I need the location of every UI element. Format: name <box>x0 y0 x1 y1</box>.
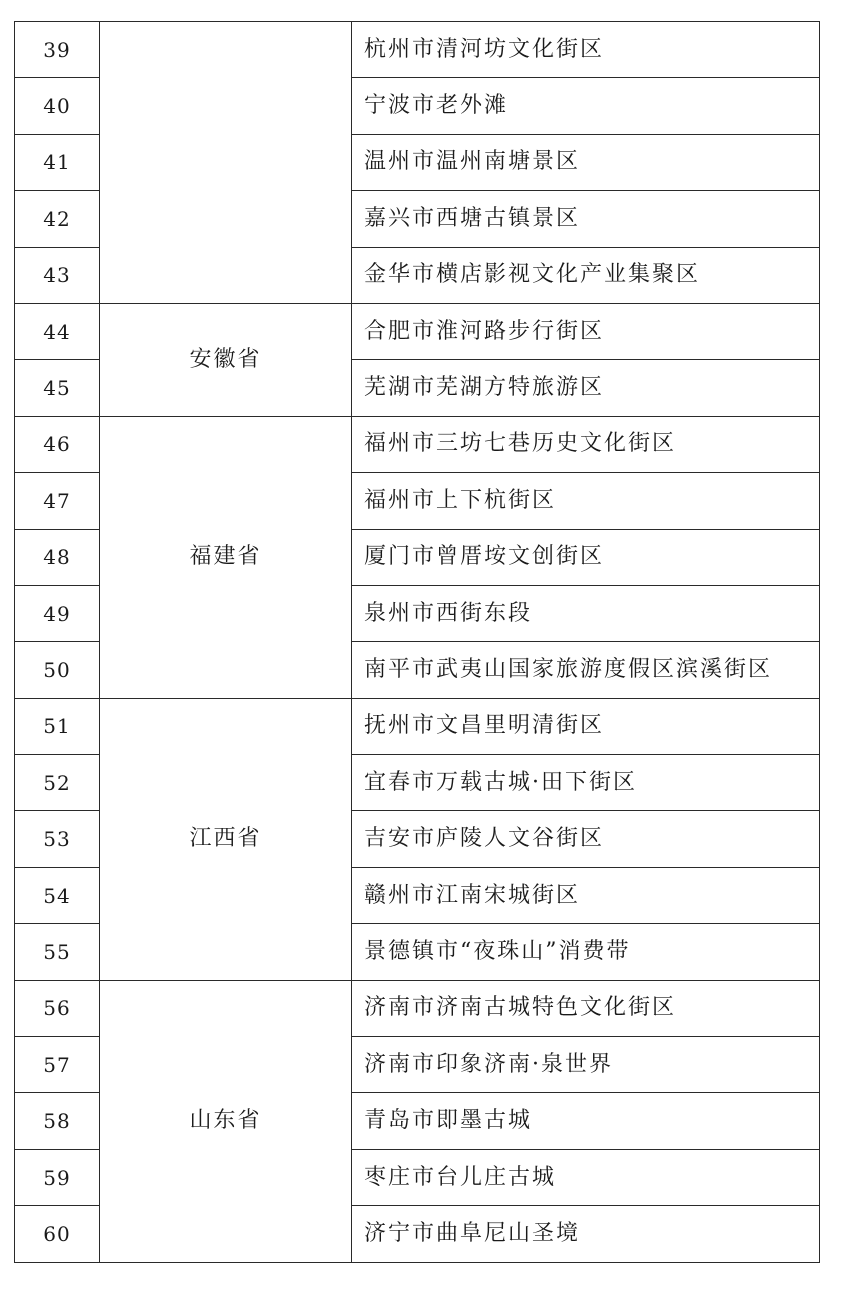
row-number-cell: 58 <box>15 1093 100 1149</box>
table-row <box>15 416 820 472</box>
district-name-cell: 合肥市淮河路步行街区 <box>352 303 820 359</box>
district-name-cell: 济南市印象济南·泉世界 <box>352 1037 820 1093</box>
row-number-cell: 39 <box>15 22 100 78</box>
district-name-cell: 枣庄市台儿庄古城 <box>352 1149 820 1205</box>
row-number-cell: 54 <box>15 867 100 923</box>
district-name-cell: 嘉兴市西塘古镇景区 <box>352 191 820 247</box>
table-row <box>15 980 820 1036</box>
table-body <box>15 22 820 1263</box>
row-number-cell: 45 <box>15 360 100 416</box>
district-name-cell: 温州市温州南塘景区 <box>352 134 820 190</box>
district-name-cell: 福州市三坊七巷历史文化街区 <box>352 416 820 472</box>
province-cell <box>100 22 352 304</box>
district-name-cell: 青岛市即墨古城 <box>352 1093 820 1149</box>
district-name-cell: 景德镇市“夜珠山”消费带 <box>352 924 820 980</box>
province-cell: 江西省 <box>100 698 352 980</box>
district-list-table <box>14 21 820 1263</box>
row-number-cell: 44 <box>15 303 100 359</box>
row-number-cell: 56 <box>15 980 100 1036</box>
row-number-cell: 43 <box>15 247 100 303</box>
row-number-cell: 42 <box>15 191 100 247</box>
district-name-cell: 杭州市清河坊文化街区 <box>352 22 820 78</box>
row-number-cell: 40 <box>15 78 100 134</box>
table-row <box>15 698 820 754</box>
district-name-cell: 芜湖市芜湖方特旅游区 <box>352 360 820 416</box>
row-number-cell: 51 <box>15 698 100 754</box>
row-number-cell: 48 <box>15 529 100 585</box>
district-name-cell: 济宁市曲阜尼山圣境 <box>352 1206 820 1262</box>
district-name-cell: 厦门市曾厝垵文创街区 <box>352 529 820 585</box>
row-number-cell: 52 <box>15 755 100 811</box>
district-name-cell: 宜春市万载古城·田下街区 <box>352 755 820 811</box>
row-number-cell: 49 <box>15 585 100 641</box>
table-row <box>15 22 820 78</box>
province-cell: 山东省 <box>100 980 352 1262</box>
district-name-cell: 济南市济南古城特色文化街区 <box>352 980 820 1036</box>
district-name-cell: 南平市武夷山国家旅游度假区滨溪街区 <box>352 642 820 698</box>
row-number-cell: 57 <box>15 1037 100 1093</box>
district-name-cell: 宁波市老外滩 <box>352 78 820 134</box>
row-number-cell: 41 <box>15 134 100 190</box>
table-row <box>15 303 820 359</box>
row-number-cell: 53 <box>15 811 100 867</box>
district-name-cell: 吉安市庐陵人文谷街区 <box>352 811 820 867</box>
row-number-cell: 59 <box>15 1149 100 1205</box>
district-name-cell: 福州市上下杭街区 <box>352 473 820 529</box>
province-cell: 安徽省 <box>100 303 352 416</box>
row-number-cell: 50 <box>15 642 100 698</box>
row-number-cell: 55 <box>15 924 100 980</box>
district-name-cell: 金华市横店影视文化产业集聚区 <box>352 247 820 303</box>
district-name-cell: 泉州市西街东段 <box>352 585 820 641</box>
row-number-cell: 47 <box>15 473 100 529</box>
province-cell: 福建省 <box>100 416 352 698</box>
district-name-cell: 赣州市江南宋城街区 <box>352 867 820 923</box>
row-number-cell: 46 <box>15 416 100 472</box>
district-name-cell: 抚州市文昌里明清街区 <box>352 698 820 754</box>
row-number-cell: 60 <box>15 1206 100 1262</box>
